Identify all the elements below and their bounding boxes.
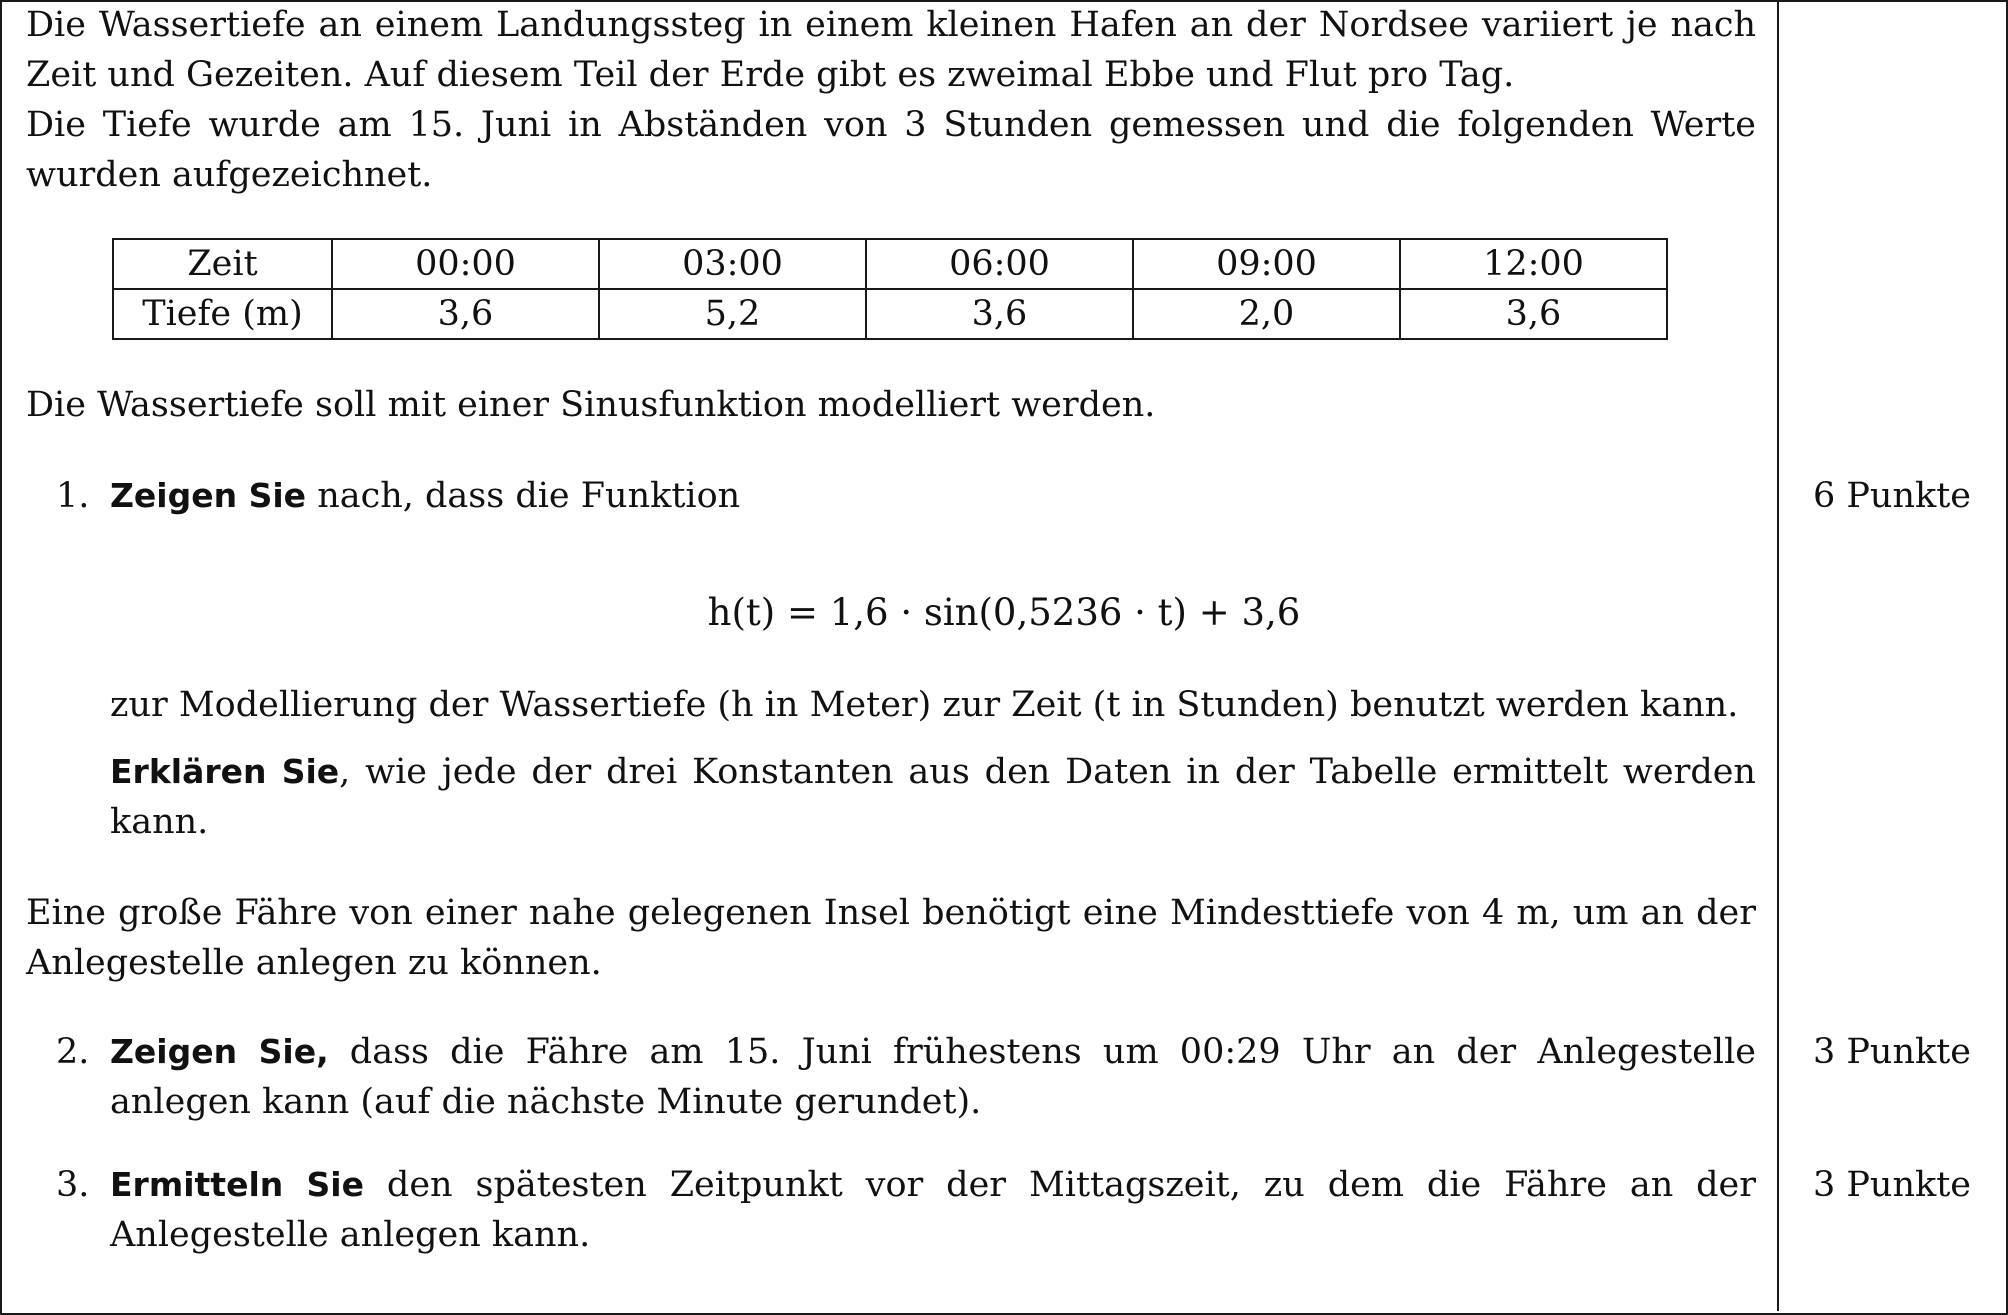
question-1-explain-verb: Erklären Sie (110, 752, 340, 791)
model-sentence: Die Wassertiefe soll mit einer Sinusfunktion modelliert werden. (26, 385, 1156, 425)
question-3-points: 3 Punkte (1812, 1165, 1971, 1205)
table-row (113, 239, 1667, 289)
intro-paragraph-1: Die Wassertiefe an einem Landungssteg in einem kleinen Hafen an der Nordsee variiert je nach Zeit und Gezeiten. Auf diesem Teil der Erde gibt es zweimal Ebbe und Flut pro Tag. (26, 5, 1756, 95)
table-cell-depth: 3,6 (332, 289, 599, 339)
question-1-rest: nach, dass die Funktion (306, 476, 741, 516)
question-3-verb: Ermitteln Sie (110, 1165, 364, 1204)
question-2-points: 3 Punkte (1812, 1032, 1971, 1072)
table-row-label: Tiefe (m) (113, 289, 332, 339)
ferry-sentence: Eine große Fähre von einer nahe gelegenen Insel benötigt eine Mindesttiefe von 4 m, um an der Anlegestelle anlegen zu können. (26, 893, 1756, 983)
question-1-verb: Zeigen Sie (110, 476, 307, 515)
table-cell-depth: 5,2 (599, 289, 866, 339)
table-cell-depth: 2,0 (1133, 289, 1400, 339)
table-header-label: Zeit (113, 239, 332, 289)
table-cell-time: 03:00 (599, 239, 866, 289)
question-3-text (110, 1160, 1756, 1260)
question-1-number: 1. (56, 476, 90, 516)
question-2-rest: dass die Fähre am 15. Juni frühestens um 00:29 Uhr an der Anlegestelle anlegen kann (auf die nächste Minute gerundet). (110, 1032, 1756, 1122)
table-cell-depth: 3,6 (1400, 289, 1667, 339)
table-cell-time: 00:00 (332, 239, 599, 289)
question-3-number: 3. (56, 1165, 90, 1205)
model-formula: h(t) = 1,6 · sin(0,5236 · t) + 3,6 (707, 591, 1301, 634)
question-1-explain-rest: , wie jede der drei Konstanten aus den Daten in der Tabelle ermittelt werden kann. (110, 752, 1756, 842)
depth-table (112, 238, 1668, 340)
table-cell-time: 12:00 (1400, 239, 1667, 289)
question-1-points: 6 Punkte (1812, 476, 1971, 516)
question-1-text (110, 471, 1756, 521)
intro-paragraph-2: Die Tiefe wurde am 15. Juni in Abständen von 3 Stunden gemessen und die folgenden Werte wurden aufgezeichnet. (26, 105, 1756, 195)
points-column-divider (1777, 0, 1779, 1311)
table-cell-time: 09:00 (1133, 239, 1400, 289)
question-3-rest: den spätesten Zeitpunkt vor der Mittagszeit, zu dem die Fähre an der Anlegestelle anlegen kann. (110, 1165, 1757, 1255)
question-2-text (110, 1027, 1756, 1127)
table-cell-depth: 3,6 (866, 289, 1133, 339)
table-cell-time: 06:00 (866, 239, 1133, 289)
question-1-explain (110, 747, 1756, 847)
question-2-verb: Zeigen Sie, (110, 1032, 329, 1071)
table-row (113, 289, 1667, 339)
question-1-after: zur Modellierung der Wassertiefe (h in Meter) zur Zeit (t in Stunden) benutzt werden kann. (110, 685, 1739, 725)
question-2-number: 2. (56, 1032, 90, 1072)
